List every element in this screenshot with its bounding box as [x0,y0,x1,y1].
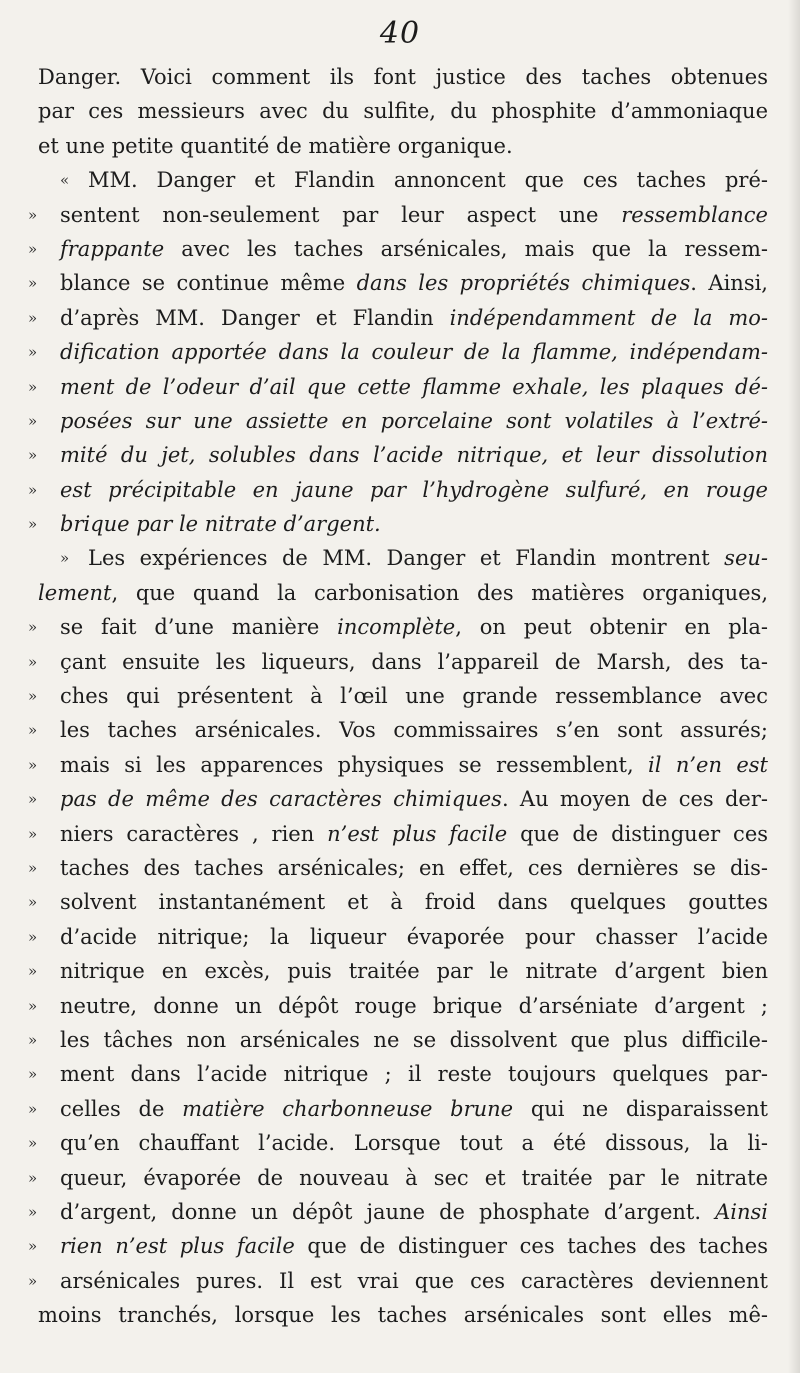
text-segment: taches des taches arsénicales; en effet, ces dernières se dis- [60,855,768,880]
text-line [28,370,768,404]
text-line [28,1092,768,1126]
italic-text: lement [38,580,112,605]
text-segment: . Au moyen de ces der- [501,787,768,812]
body-text [28,60,768,1332]
text-line [28,1229,768,1263]
text-segment: se fait d’une manière [60,615,338,640]
text-segment: ment dans l’acide nitrique ; il reste toujours quelques par- [60,1062,768,1087]
quote-mark: » [28,687,38,706]
quote-mark: » [28,824,38,843]
text-line [28,129,768,163]
text-line [28,610,768,644]
quote-mark: » [28,1168,38,1187]
text-line [28,817,768,851]
quote-mark: » [28,446,38,465]
text-line [28,541,768,575]
text-segment: sentent non-seulement par leur aspect une [60,202,622,227]
text-line [28,473,768,507]
italic-text: est précipitable en jaune par l’hydrogène sulfuré, en rouge [60,477,768,502]
italic-text: dification apportée dans la couleur de la flamme, indépendam- [60,340,768,365]
text-segment: MM. Danger et Flandin annoncent que ces taches pré- [88,168,768,193]
text-segment: Danger. Voici comment ils font justice des taches obtenues [38,65,768,89]
text-line [28,851,768,885]
text-segment: les tâches non arsénicales ne se dissolvent que plus difficile- [60,1027,768,1052]
quote-mark: » [28,480,38,499]
text-line [28,576,768,610]
text-segment: que de distinguer ces taches des taches [294,1234,769,1259]
italic-text: il n’en est [648,752,768,777]
quote-mark: » [28,996,38,1015]
text-line [28,1057,768,1091]
text-line [28,1023,768,1057]
text-segment: nitrique en excès, puis traitée par le nitrate d’argent bien [60,959,768,984]
quote-mark: » [28,343,38,362]
text-segment: queur, évaporée de nouveau à sec et traitée par le nitrate [60,1165,768,1190]
italic-text: n’est plus facile [327,821,508,846]
italic-text: incomplète [337,615,456,640]
text-segment: d’acide nitrique; la liqueur évaporée pour chasser l’acide [60,924,768,949]
quote-mark: » [28,755,38,774]
quote-mark: » [28,377,38,396]
quote-mark: » [28,1065,38,1084]
text-segment: niers caractères , rien [60,821,328,846]
text-line [28,989,768,1023]
italic-text: ressemblance [621,202,768,227]
text-line [28,748,768,782]
quote-mark: » [28,239,38,258]
italic-text: brique par le nitrate d’argent. [60,512,381,537]
text-segment: Les expériences de MM. Danger et Flandin montrent [88,546,725,571]
text-segment: par ces messieurs avec du sulfite, du phosphite d’ammoniaque [38,99,768,124]
quote-mark: » [28,1099,38,1118]
quote-mark: » [28,1030,38,1049]
quote-mark: » [28,515,38,534]
text-line [28,1298,768,1332]
quote-mark: » [28,274,38,293]
text-segment: çant ensuite les liqueurs, dans l’appareil de Marsh, des ta- [60,649,768,674]
text-segment: . Ainsi, [690,271,768,296]
text-line [28,266,768,300]
text-line [28,885,768,919]
text-line [28,679,768,713]
text-segment: qui ne disparaissent [513,1096,768,1121]
page-number: 40 [379,16,421,51]
quote-mark: » [28,205,38,224]
quote-mark: » [28,927,38,946]
italic-text: posées sur une assiette en porcelaine sont volatiles à l’extré- [60,408,768,433]
text-segment: d’argent, donne un dépôt jaune de phosphate d’argent. [60,1199,716,1224]
text-segment: ches qui présentent à l’œil une grande ressemblance avec [60,684,768,709]
text-line [28,198,768,232]
text-line [28,163,768,197]
text-line [28,645,768,679]
text-segment: celles de [60,1096,183,1121]
text-segment: blance se continue même [60,271,357,296]
quote-mark: » [28,652,38,671]
text-line [28,60,768,94]
text-segment: qu’en chauffant l’acide. Lorsque tout a été dissous, la li- [60,1131,768,1156]
quote-mark: » [28,1134,38,1153]
text-segment: et une petite quantité de matière organique. [38,133,513,158]
italic-text: frappante [60,236,165,261]
text-segment: les taches arsénicales. Vos commissaires s’en sont assurés; [60,718,768,743]
quote-mark: » [28,1237,38,1256]
italic-text: Ainsi [715,1199,768,1224]
text-line [28,507,768,541]
text-segment: arsénicales pures. Il est vrai que ces caractères deviennent [60,1268,768,1293]
text-segment: moins tranchés, lorsque les taches arsénicales sont elles mê- [38,1303,768,1328]
text-line [28,232,768,266]
quote-mark: « [60,171,70,190]
text-line [28,301,768,335]
quote-mark: » [28,893,38,912]
text-segment: , que quand la carbonisation des matières organiques, [111,580,768,605]
quote-mark: » [28,411,38,430]
text-line [28,335,768,369]
text-line [28,1126,768,1160]
text-line [28,404,768,438]
text-line [28,438,768,472]
quote-mark: » [60,549,70,568]
text-line [28,920,768,954]
text-segment: solvent instantanément et à froid dans quelques gouttes [60,890,768,915]
italic-text: indépendamment de la mo- [449,305,768,330]
italic-text: seu- [724,546,768,571]
text-segment: avec les taches arsénicales, mais que la ressem- [164,236,768,261]
text-line [28,713,768,747]
quote-mark: » [28,1202,38,1221]
italic-text: ment de l’odeur d’ail que cette flamme exhale, les plaques dé- [60,374,768,399]
quote-mark: » [28,858,38,877]
text-segment: mais si les apparences physiques se ressemblent, [60,752,649,777]
text-segment: , on peut obtenir en pla- [455,615,769,640]
text-line [28,782,768,816]
text-line [28,1195,768,1229]
quote-mark: » [28,308,38,327]
text-line [28,1161,768,1195]
italic-text: dans les propriétés chimiques [356,271,691,296]
quote-mark: » [28,721,38,740]
quote-mark: » [28,1271,38,1290]
text-line [28,1264,768,1298]
text-line [28,94,768,128]
text-segment: que de distinguer ces [507,821,769,846]
italic-text: matière charbonneuse brune [182,1096,514,1121]
quote-mark: » [28,790,38,809]
italic-text: pas de même des caractères chimiques [60,787,502,812]
quote-mark: » [28,618,38,637]
text-line [28,954,768,988]
text-segment: d’après MM. Danger et Flandin [60,305,450,330]
italic-text: rien n’est plus facile [60,1234,295,1259]
quote-mark: » [28,962,38,981]
text-segment: neutre, donne un dépôt rouge brique d’arséniate d’argent ; [60,993,768,1018]
italic-text: mité du jet, solubles dans l’acide nitrique, et leur dissolution [60,443,768,468]
